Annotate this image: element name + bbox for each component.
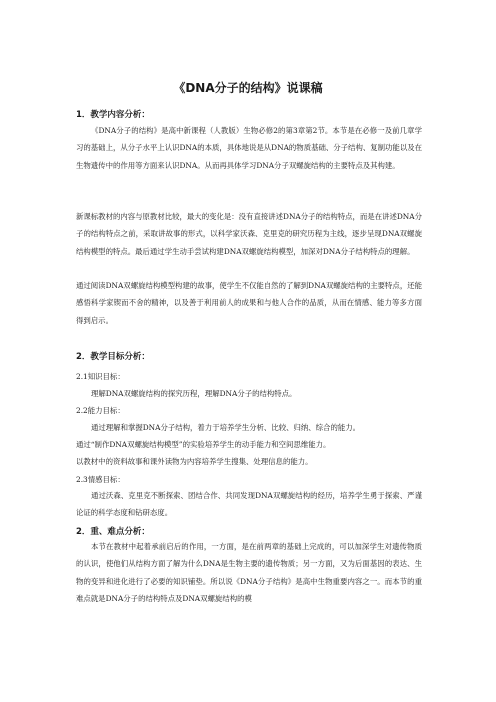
ability-goal-text: 通过理解和掌握DNA分子结构，着力于培养学生分析、比较、归纳、综合的能力。 [91, 423, 361, 432]
ability-goal-text-3: 以教材中的资料故事和课外读物为内容培养学生搜集、处理信息的能力。 [76, 457, 313, 466]
section-3-heading: 2．重、难点分析： [76, 527, 150, 537]
document-title: 《DNA分子的结构》说课稿 [173, 81, 323, 95]
emotion-goal-text: 通过沃森、克里克不断探索、团结合作、共同发现DNA双螺旋结构的经历，培养学生勇于探索、严谨论证的科学态度和钻研态度。 [76, 491, 422, 518]
section-1-heading: 1．教学内容分析： [76, 110, 150, 120]
section-1-paragraph-1: 《DNA分子的结构》是高中新课程（人教版）生物必修2的第3章第2节。本节是在必修一及前几章学习的基础上，从分子水平上认识DNA的本质，具体地说是从DNA的物质基础、分子结构、复制功能以及在生物遗传中的作用等方面来认识DNA。从而再具体学习DNA分子双螺旋结构的主要特点及其构建。 [76, 126, 422, 170]
ability-goal-label: 2.2能力目标： [76, 406, 125, 415]
knowledge-goal-text: 理解DNA双螺旋结构的探究历程，理解DNA分子的结构特点。 [91, 389, 297, 398]
section-2-heading: 2．教学目标分析： [76, 352, 150, 362]
emotion-goal-label: 2.3情感目标： [76, 475, 125, 484]
section-1-paragraph-2: 新课标教材的内容与原教材比较，最大的变化是：没有直接讲述DNA分子的结构特点，而是在讲述DNA分子的结构特点之前，采取讲故事的形式，以科学家沃森、克里克的研究历程为主线，逐步呈现DNA双螺旋结构模型的特点。最后通过学生动手尝试构建DNA双螺旋结构模型，加深对DNA分子结构特点的理解。 [76, 212, 422, 256]
section-1-paragraph-3: 通过阅读DNA双螺旋结构模型构建的故事，使学生不仅能自然的了解到DNA双螺旋结构的主要特点，还能感悟科学家锲而不舍的精神，以及善于利用前人的成果和与他人合作的品质，从而在情感、能力等多方面得到启示。 [76, 281, 422, 325]
knowledge-goal-label: 2.1知识目标： [76, 372, 125, 381]
ability-goal-text-2: 通过“制作DNA双螺旋结构模型”的实验培养学生的动手能力和空间思维能力。 [76, 440, 331, 449]
section-3-paragraph-1: 本节在教材中起着承前启后的作用，一方面，是在前两章的基础上完成的，可以加深学生对遗传物质的认识，使他们从结构方面了解为什么DNA是生物主要的遗传物质；另一方面，又为后面基因的表达、生物的变异和进化进行了必要的知识铺垫。所以说《DNA分子结构》是高中生物重要内容之一。而本节的重难点就是DNA分子的结构特点及DNA双螺旋结构的模 [76, 542, 422, 603]
